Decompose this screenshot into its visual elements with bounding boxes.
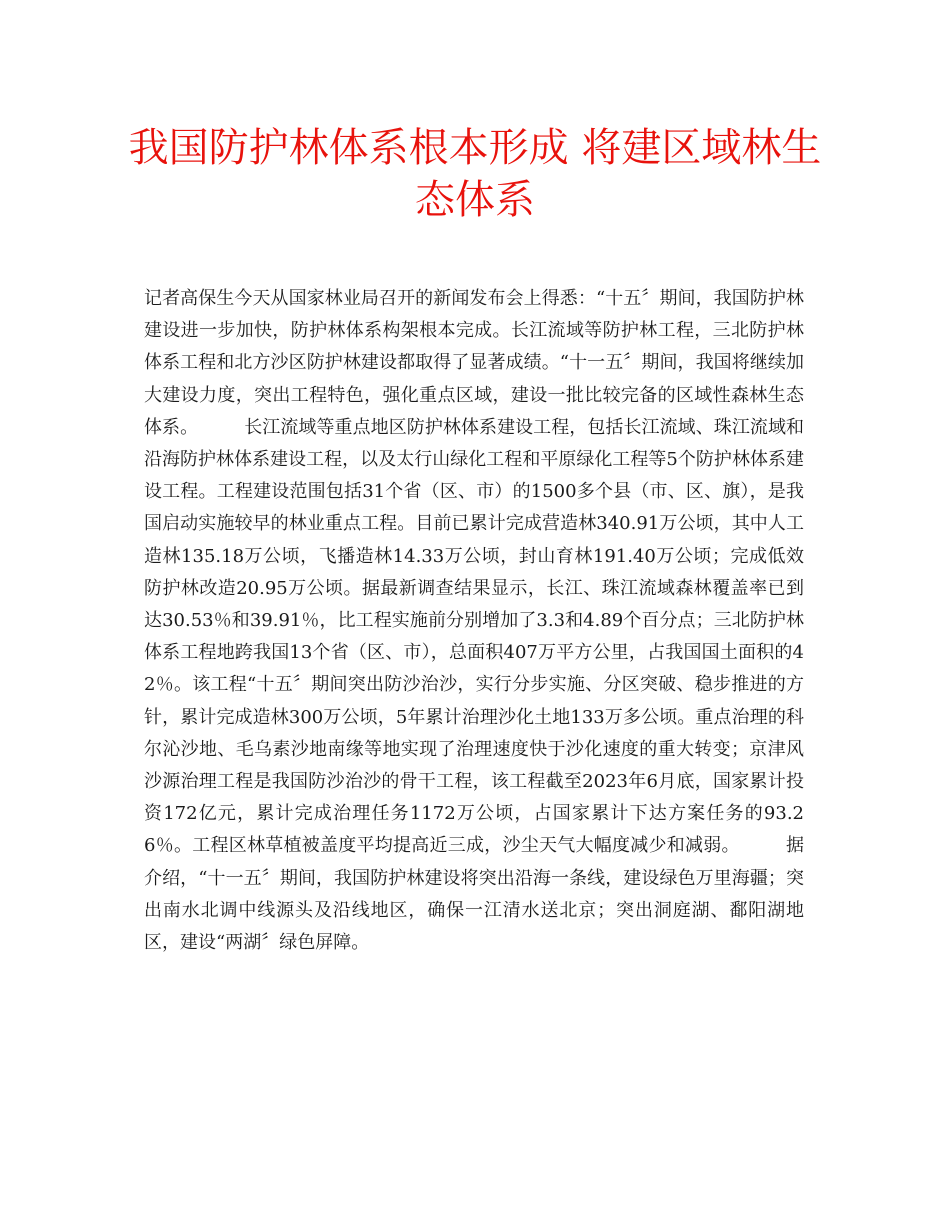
paragraph-2: 长江流域等重点地区防护林体系建设工程，包括长江流域、珠江流域和沿海防护林体系建设工程，以及太行山绿化工程和平原绿化工程等5个防护林体系建设工程。工程建设范围包括31个省（区、市）的1500多个县（市、区、旗），是我国启动实施较早的林业重点工程。目前已累计完成营造林340.91万公顷，其中人工造林135.18万公顷，飞播造林14.33万公顷，封山育林191.40万公顷；完成低效防护林改造20.95万公顷。据最新调查结果显示，长江、珠江流域森林覆盖率已到达30.53％和39.91％，比工程实施前分别增加了3.3和4.89个百分点；三北防护林体系工程地跨我国13个省（区、市），总面积407万平方公里，占我国国土面积的42％。该工程“十五〞期间突出防沙治沙，实行分步实施、分区突破、稳步推进的方针，累计完成造林300万公顷，5年累计治理沙化土地133万多公顷。重点治理的科尔沁沙地、毛乌素沙地南缘等地实现了治理速度快于沙化速度的重大转变；京津风沙源治理工程是我国防沙治沙的骨干工程，该工程截至2023年6月底，国家累计投资172亿元，累计完成治理任务1172万公顷，占国家累计下达方案任务的93.26％。工程区林草植被盖度平均提高近三成，沙尘天气大幅度减少和减弱。 xyxy=(144,416,805,857)
paragraph-1: 记者高保生今天从国家林业局召开的新闻发布会上得悉：“十五〞期间，我国防护林建设进一步加快，防护林体系构架根本完成。长江流域等防护林工程，三北防护林体系工程和北方沙区防护林建设都取得了显著成绩。“十一五〞期间，我国将继续加大建设力度，突出工程特色，强化重点区域，建设一批比较完备的区域性森林生态体系。 xyxy=(144,288,804,438)
article-body xyxy=(144,283,804,959)
document-title: 我国防护林体系根本形成 将建区域林生态体系 xyxy=(128,125,822,223)
paragraph-3: 据介绍，“十一五〞期间，我国防护林建设将突出沿海一条线，建设绿色万里海疆；突出南水北调中线源头及沿线地区，确保一江清水送北京；突出洞庭湖、鄱阳湖地区，建设“两湖〞绿色屏障。 xyxy=(144,835,805,954)
